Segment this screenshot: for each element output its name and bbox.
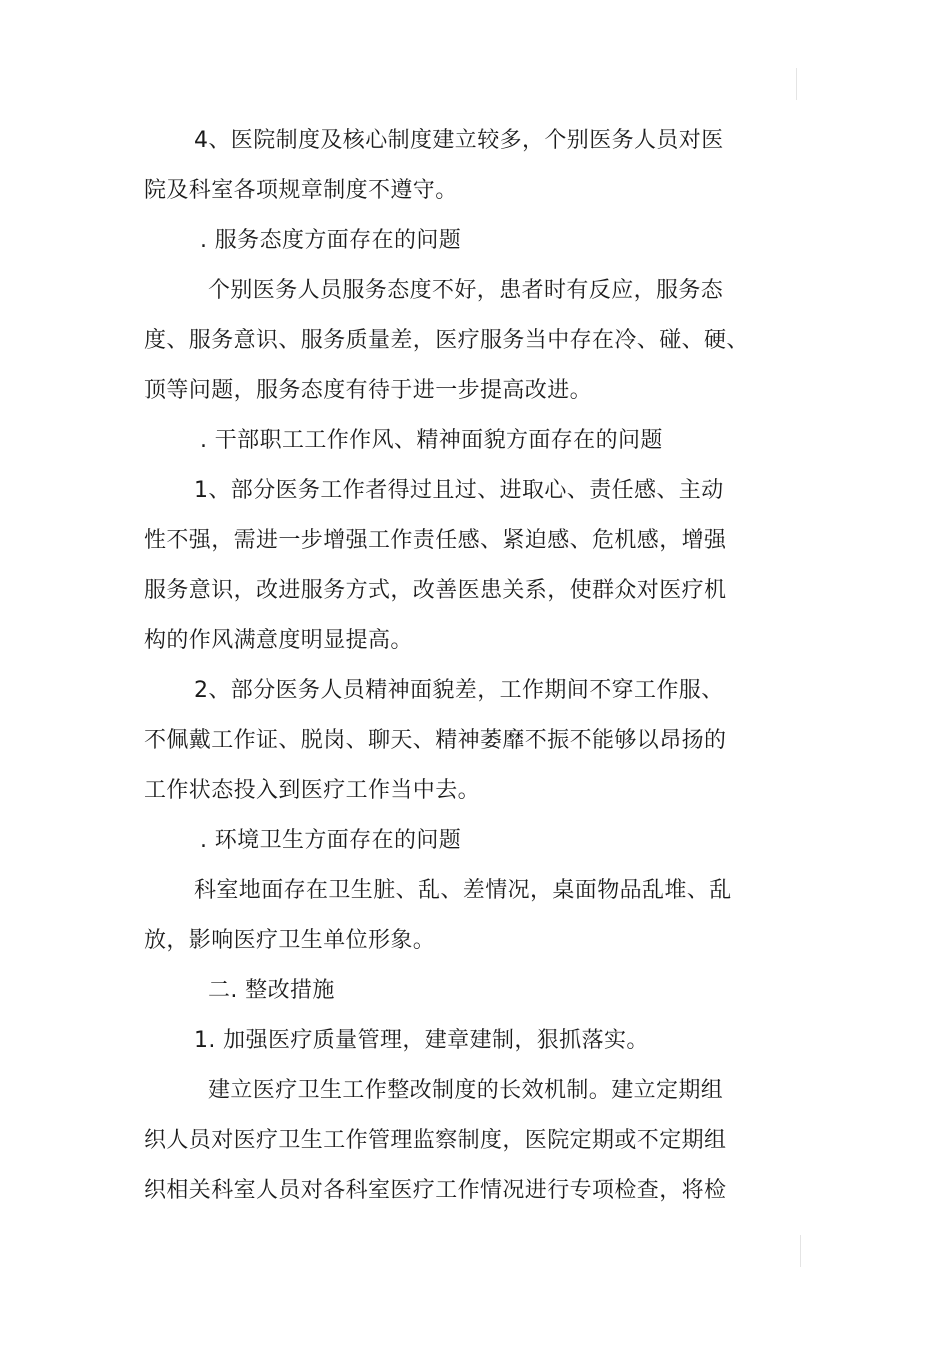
body-line: 度、服务意识、服务质量差，医疗服务当中存在冷、碰、硬、 [144, 328, 749, 353]
body-line: 个别医务人员服务态度不好，患者时有反应，服务态 [208, 278, 724, 303]
body-line: 织人员对医疗卫生工作管理监察制度，医院定期或不定期组 [144, 1128, 727, 1153]
body-line: 织相关科室人员对各科室医疗工作情况进行专项检查，将检 [144, 1178, 727, 1203]
body-line: 服务意识，改进服务方式，改善医患关系，使群众对医疗机 [144, 578, 727, 603]
body-line: 顶等问题，服务态度有待于进一步提高改进。 [144, 378, 593, 403]
body-line: 院及科室各项规章制度不遵守。 [144, 178, 458, 203]
body-line: 放，影响医疗卫生单位形象。 [144, 928, 436, 953]
section-heading: . 环境卫生方面存在的问题 [200, 828, 462, 853]
body-line: 4、医院制度及核心制度建立较多，个别医务人员对医 [194, 128, 724, 153]
section-heading: 二. 整改措施 [208, 978, 335, 1003]
body-line: 1. 加强医疗质量管理，建章建制，狠抓落实。 [194, 1028, 649, 1053]
page-edge-mark-bottom [800, 1235, 801, 1267]
body-line: 1、部分医务工作者得过且过、进取心、责任感、主动 [194, 478, 724, 503]
section-heading: . 服务态度方面存在的问题 [200, 228, 462, 253]
body-line: 工作状态投入到医疗工作当中去。 [144, 778, 481, 803]
body-line: 性不强，需进一步增强工作责任感、紧迫感、危机感，增强 [144, 528, 727, 553]
body-line: 构的作风满意度明显提高。 [144, 628, 413, 653]
body-line: 建立医疗卫生工作整改制度的长效机制。建立定期组 [208, 1078, 724, 1103]
page-edge-mark-top [796, 68, 797, 100]
section-heading: . 干部职工工作作风、精神面貌方面存在的问题 [200, 428, 663, 453]
body-line: 科室地面存在卫生脏、乱、差情况，桌面物品乱堆、乱 [194, 878, 732, 903]
body-line: 2、部分医务人员精神面貌差，工作期间不穿工作服、 [194, 678, 724, 703]
body-line: 不佩戴工作证、脱岗、聊天、精神萎靡不振不能够以昂扬的 [144, 728, 727, 753]
